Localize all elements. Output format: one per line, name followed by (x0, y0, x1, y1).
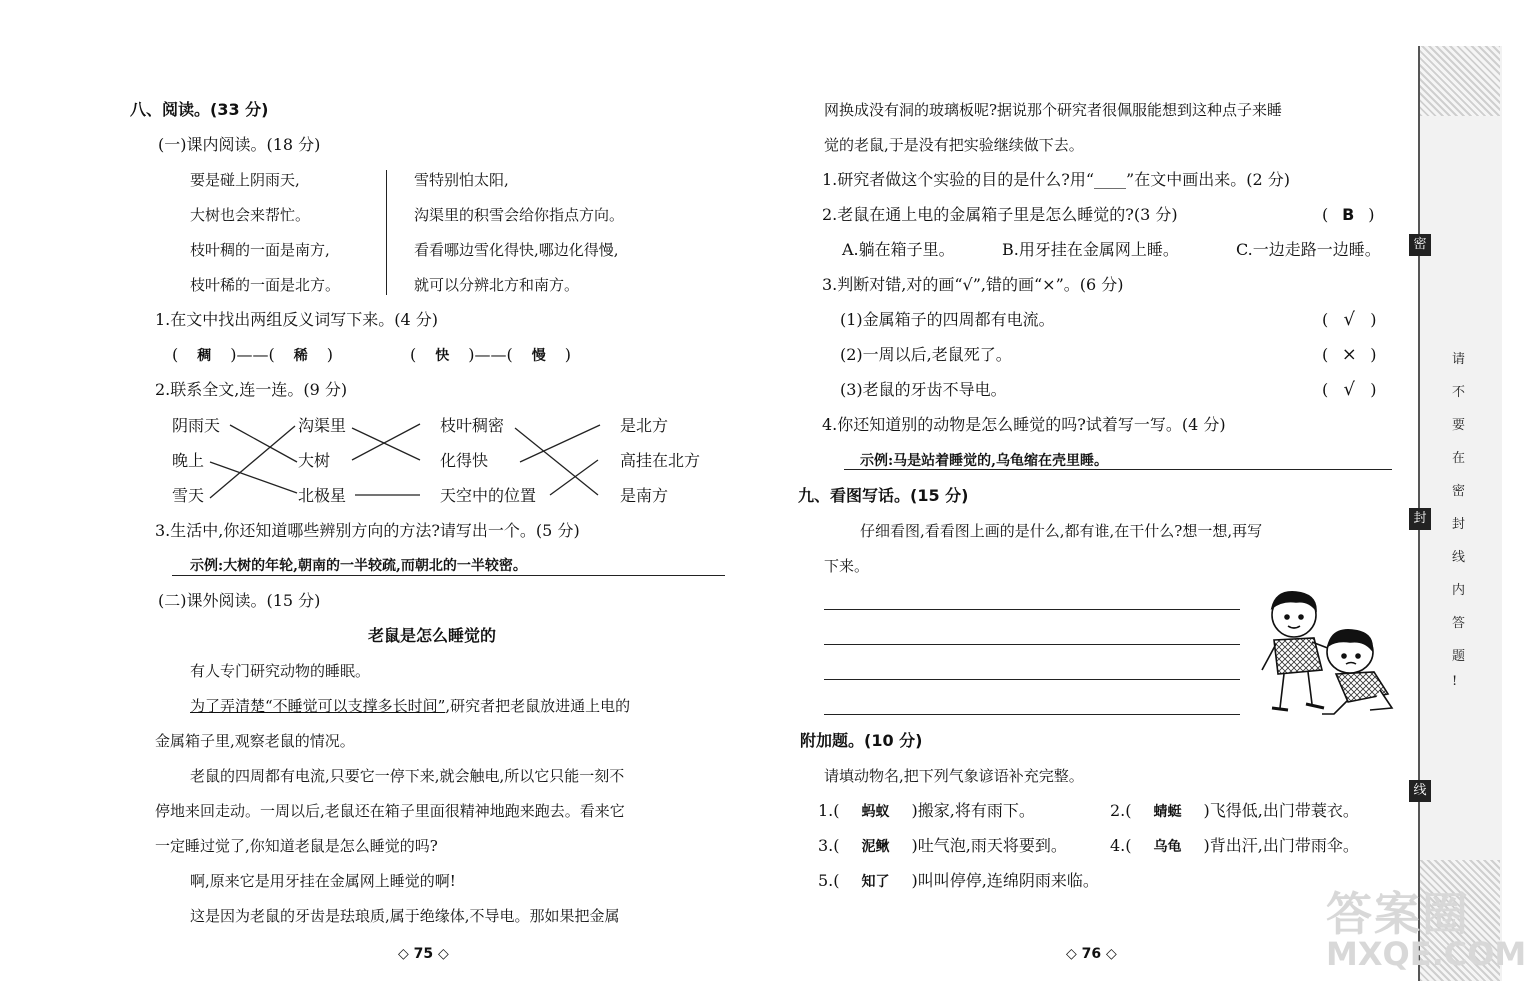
match-item: 是南方 (620, 486, 669, 505)
judge-bracket: ( √ ) (1322, 309, 1377, 330)
writing-line (824, 714, 1240, 715)
poem-left-line: 要是碰上阴雨天, (190, 171, 300, 189)
notice-char: 封 (1452, 517, 1466, 532)
option: C.一边走路一边睡。 (1236, 240, 1381, 259)
bonus-answer: 知了 (861, 874, 890, 890)
bonus-item: 4.( 乌龟 )背出汗,出门带雨伞。 (1110, 836, 1359, 855)
watermark-logo: 答案圈 (1326, 887, 1470, 941)
seal-label: 封 (1409, 508, 1431, 530)
section-9-prompt: 仔细看图,看看图上画的是什么,都有谁,在干什么?想一想,再写 (860, 522, 1263, 540)
antonym-answer: 稠 (197, 348, 212, 364)
judge-bracket: ( √ ) (1322, 379, 1377, 400)
page-number: ◇ 76 ◇ (1066, 946, 1117, 962)
notice-char: 线 (1452, 550, 1466, 565)
judge-bracket: ( × ) (1322, 344, 1377, 365)
story-paragraph: 为了弄清楚“不睡觉可以支撑多长时间”,研究者把老鼠放进通上电的 (190, 697, 631, 715)
underlined-answer: 为了弄清楚“不睡觉可以支撑多长时间” (190, 697, 446, 715)
choice-answer: B (1342, 205, 1355, 224)
judge-mark: √ (1343, 379, 1355, 400)
section-8-2-title: (二)课外阅读。(15 分) (158, 591, 321, 610)
question-3: 3.判断对错,对的画“√”,错的画“×”。(6 分) (822, 275, 1124, 294)
story-title: 老鼠是怎么睡觉的 (368, 626, 497, 645)
match-item: 化得快 (440, 451, 489, 470)
answer-text: 示例:马是站着睡觉的,乌龟缩在壳里睡。 (860, 453, 1109, 469)
bonus-prompt: 请填动物名,把下列气象谚语补充完整。 (824, 767, 1084, 785)
poem-left-line: 大树也会来帮忙。 (190, 206, 311, 224)
question-2: 2.老鼠在通上电的金属箱子里是怎么睡觉的?(3 分) (822, 205, 1178, 224)
answer-text: 示例:大树的年轮,朝南的一半较疏,而朝北的一半较密。 (190, 558, 527, 574)
antonym-pair-1: ( 稠 )——( 稀 ) (172, 345, 333, 364)
antonym-answer: 稀 (293, 348, 308, 364)
story-paragraph: 金属箱子里,观察老鼠的情况。 (155, 732, 355, 750)
match-item: 是北方 (620, 416, 669, 435)
notice-char: 在 (1452, 451, 1466, 466)
poem-left-line: 枝叶稠的一面是南方, (190, 241, 330, 259)
story-paragraph: 网换成没有洞的玻璃板呢?据说那个研究者很佩服能想到这种点子来睡 (824, 101, 1283, 119)
notice-char: 密 (1452, 484, 1466, 499)
story-paragraph: 有人专门研究动物的睡眠。 (190, 662, 371, 680)
match-item: 晚上 (172, 451, 205, 470)
judge-item: (2)一周以后,老鼠死了。 (840, 345, 1012, 364)
story-paragraph: 停地来回走动。一周以后,老鼠还在箱子里面很精神地跑来跑去。看来它 (155, 802, 625, 820)
match-item: 北极星 (298, 486, 347, 505)
bonus-item: 5.( 知了 )叫叫停停,连绵阴雨来临。 (818, 871, 1099, 890)
writing-line (824, 644, 1240, 645)
bonus-item: 2.( 蜻蜓 )飞得低,出门带蓑衣。 (1110, 801, 1359, 820)
writing-line (824, 609, 1240, 610)
story-paragraph: 这是因为老鼠的牙齿是珐琅质,属于绝缘体,不导电。那如果把金属 (190, 907, 620, 925)
match-item: 天空中的位置 (440, 486, 537, 505)
page-number: ◇ 75 ◇ (398, 946, 449, 962)
bonus-item: 3.( 泥鳅 )吐气泡,雨天将要到。 (818, 836, 1067, 855)
match-item: 大树 (298, 451, 331, 470)
match-line (210, 462, 297, 493)
poem-left-line: 枝叶稀的一面是北方。 (190, 276, 341, 294)
question-3: 3.生活中,你还知道哪些辨别方向的方法?请写出一个。(5 分) (155, 521, 580, 540)
poem-right-line: 就可以分辨北方和南方。 (414, 276, 580, 294)
answer-line (172, 575, 725, 576)
notice-char: 题 (1452, 649, 1466, 664)
notice-char: ! (1452, 674, 1458, 689)
antonym-pair-2: ( 快 )——( 慢 ) (410, 345, 571, 364)
story-paragraph: 一定睡过觉了,你知道老鼠是怎么睡觉的吗? (155, 837, 438, 855)
story-paragraph: 觉的老鼠,于是没有把实验继续做下去。 (824, 136, 1084, 154)
judge-item: (3)老鼠的牙齿不导电。 (840, 380, 1007, 399)
answer-bracket: ( B ) (1322, 205, 1375, 224)
match-line (230, 425, 297, 462)
antonym-answer: 快 (435, 348, 450, 364)
notice-char: 内 (1452, 583, 1466, 598)
seal-label: 密 (1409, 234, 1431, 256)
bonus-answer: 乌龟 (1153, 839, 1182, 855)
story-paragraph: 啊,原来它是用牙挂在金属网上睡觉的啊! (190, 872, 456, 890)
section-8-title: 八、阅读。(33 分) (130, 100, 269, 119)
match-item: 沟渠里 (298, 416, 347, 435)
match-item: 高挂在北方 (620, 451, 701, 470)
notice-char: 不 (1452, 385, 1466, 400)
poem-right-line: 沟渠里的积雪会给你指点方向。 (414, 206, 625, 224)
bonus-item: 1.( 蚂蚁 )搬家,将有雨下。 (818, 801, 1035, 820)
judge-mark: × (1341, 344, 1357, 365)
option: B.用牙挂在金属网上睡。 (1002, 240, 1179, 259)
match-item: 枝叶稠密 (440, 416, 505, 435)
match-item: 阴雨天 (172, 416, 221, 435)
match-item: 雪天 (172, 486, 205, 505)
notice-char: 请 (1452, 352, 1466, 367)
match-line (515, 428, 598, 495)
story-paragraph: 老鼠的四周都有电流,只要它一停下来,就会触电,所以它只能一刻不 (190, 767, 625, 785)
notice-char: 答 (1452, 616, 1466, 631)
watermark-url: MXQE.COM (1326, 935, 1526, 973)
section-9-title: 九、看图写话。(15 分) (798, 486, 969, 505)
question-2: 2.联系全文,连一连。(9 分) (155, 380, 348, 399)
antonym-answer: 慢 (531, 348, 546, 364)
judge-item: (1)金属箱子的四周都有电流。 (840, 310, 1055, 329)
question-1: 1.在文中找出两组反义词写下来。(4 分) (155, 310, 439, 329)
option: A.躺在箱子里。 (842, 240, 955, 259)
bonus-answer: 蚂蚁 (861, 804, 890, 820)
notice-char: 要 (1452, 418, 1466, 433)
bonus-title: 附加题。(10 分) (800, 731, 923, 750)
question-1: 1.研究者做这个实验的目的是什么?用“____”在文中画出来。(2 分) (822, 170, 1290, 189)
section-9-prompt: 下来。 (824, 557, 870, 575)
bonus-answer: 蜻蜓 (1153, 804, 1182, 820)
judge-mark: √ (1343, 309, 1355, 330)
section-8-1-title: (一)课内阅读。(18 分) (158, 135, 321, 154)
poem-right-line: 看看哪边雪化得快,哪边化得慢, (414, 241, 619, 259)
match-line (520, 425, 600, 462)
question-4: 4.你还知道别的动物是怎么睡觉的吗?试着写一写。(4 分) (822, 415, 1226, 434)
writing-line (824, 679, 1240, 680)
answer-line (844, 469, 1392, 470)
poem-right-line: 雪特别怕太阳, (414, 171, 509, 189)
seal-label: 线 (1409, 780, 1431, 802)
strip-pattern-top (1420, 46, 1500, 116)
children-illustration (1252, 590, 1397, 720)
bonus-answer: 泥鳅 (861, 839, 890, 855)
